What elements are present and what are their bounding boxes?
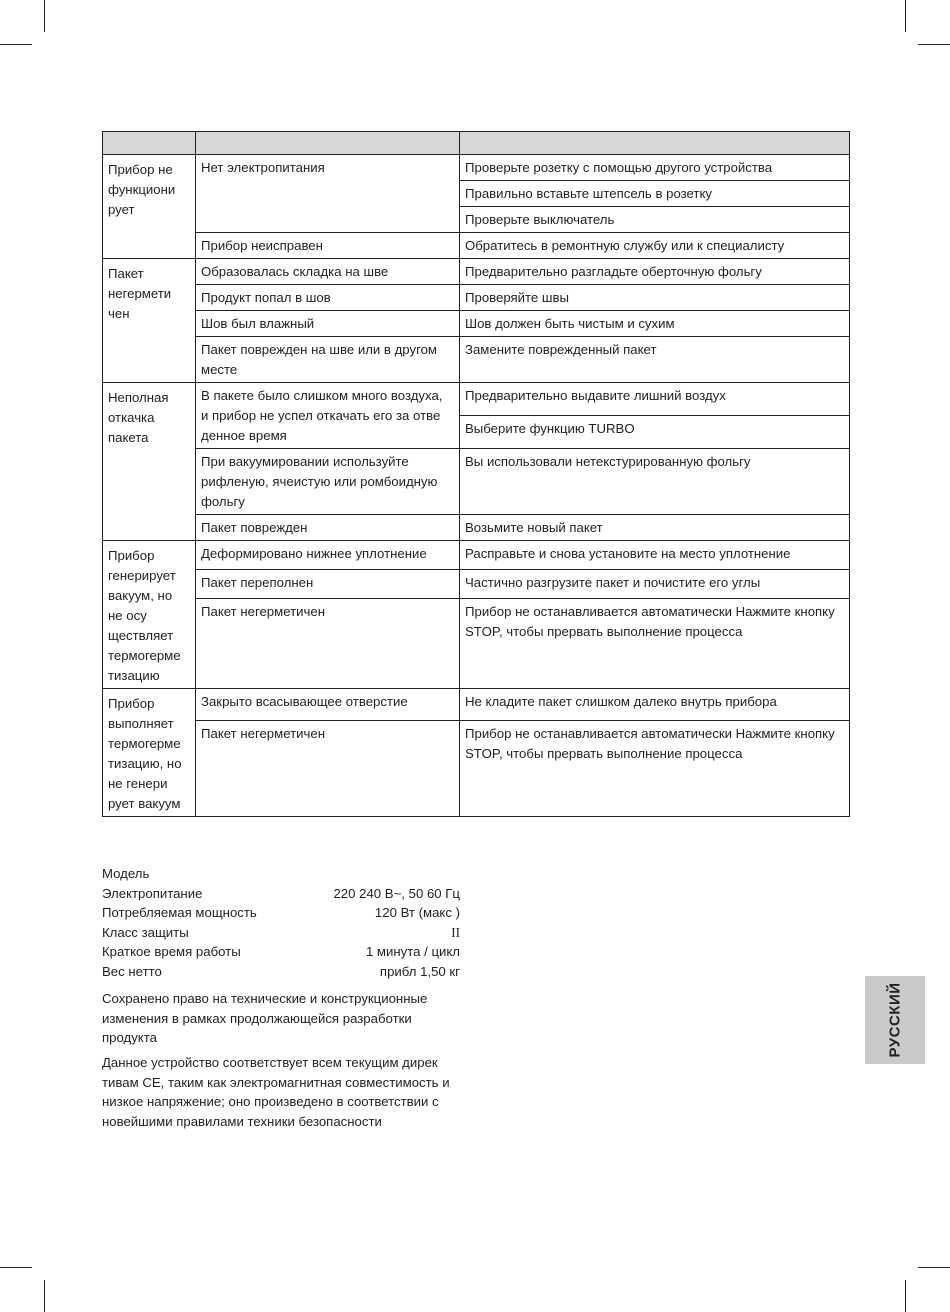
language-label: РУССКИЙ bbox=[886, 982, 904, 1058]
spec-value: 120 Вт (макс ) bbox=[374, 905, 460, 921]
solution-cell: Замените поврежденный пакет bbox=[460, 337, 850, 383]
problem-cell: Неполная откачка пакета bbox=[103, 383, 196, 541]
table-row bbox=[103, 541, 850, 570]
cause-cell: При вакуумировании используйте рифленую, ячеистую или ромбоидную фольгу bbox=[196, 449, 460, 515]
crop-mark bbox=[44, 0, 45, 32]
cause-cell: Образовалась складка на шве bbox=[196, 259, 460, 285]
table-row bbox=[103, 449, 850, 515]
spec-label: Краткое время работы bbox=[102, 944, 241, 960]
solution-cell: Возьмите новый пакет bbox=[460, 515, 850, 541]
spec-value: II bbox=[451, 924, 460, 940]
spec-value: 220 240 В~, 50 60 Гц bbox=[333, 885, 460, 901]
solution-cell: Предварительно разгладьте оберточную фольгу bbox=[460, 259, 850, 285]
troubleshooting-table bbox=[102, 131, 850, 817]
spec-label: Электропитание bbox=[102, 885, 203, 901]
spec-row bbox=[102, 903, 460, 923]
table-row bbox=[103, 155, 850, 181]
table-row bbox=[103, 570, 850, 599]
problem-cell: Прибор генерирует вакуум, но не осу ществляет термогерме тизацию bbox=[103, 541, 196, 689]
rights-note: Сохранено право на технические и конструкционные изменения в рамках продолжающейся разработки продукта bbox=[102, 991, 428, 1046]
solution-cell: Выберите функцию TURBO bbox=[460, 416, 850, 449]
specifications bbox=[102, 864, 460, 982]
solution-cell: Прибор не останавливается автоматически Нажмите кнопку STOP, чтобы прервать выполнение процесса bbox=[460, 599, 850, 689]
cause-cell: Пакет негерметичен bbox=[196, 599, 460, 689]
table-row bbox=[103, 285, 850, 311]
spec-value: 1 минута / цикл bbox=[365, 944, 460, 960]
spec-row bbox=[102, 923, 460, 943]
cause-cell: Пакет переполнен bbox=[196, 570, 460, 599]
solution-cell: Предварительно выдавите лишний воздух bbox=[460, 383, 850, 416]
table-row bbox=[103, 233, 850, 259]
cause-cell: Пакет поврежден на шве или в другом месте bbox=[196, 337, 460, 383]
table-row bbox=[103, 337, 850, 383]
table-row bbox=[103, 383, 850, 416]
crop-mark bbox=[905, 1280, 906, 1312]
solution-cell: Проверяйте швы bbox=[460, 285, 850, 311]
table-row bbox=[103, 311, 850, 337]
crop-mark bbox=[918, 44, 950, 45]
compliance-note: Данное устройство соответствует всем текущим дирек тивам CE, таким как электромагнитная совместимость и низкое напряжение; оно произведено в соответствии с новейшими правилами техники безопасности bbox=[102, 1055, 450, 1129]
crop-mark bbox=[918, 1267, 950, 1268]
crop-mark bbox=[44, 1280, 45, 1312]
cause-cell: Прибор неисправен bbox=[196, 233, 460, 259]
crop-mark bbox=[0, 44, 32, 45]
solution-cell: Обратитесь в ремонтную службу или к специалисту bbox=[460, 233, 850, 259]
solution-cell: Проверьте выключатель bbox=[460, 207, 850, 233]
header-problem bbox=[103, 132, 196, 155]
solution-cell: Правильно вставьте штепсель в розетку bbox=[460, 181, 850, 207]
spec-label: Класс защиты bbox=[102, 924, 189, 940]
table-row bbox=[103, 259, 850, 285]
problem-cell: Прибор не функциони рует bbox=[103, 155, 196, 259]
spec-row bbox=[102, 962, 460, 982]
problem-cell: Прибор выполняет термогерме тизацию, но не генери рует вакуум bbox=[103, 689, 196, 817]
cause-cell: Продукт попал в шов bbox=[196, 285, 460, 311]
spec-row bbox=[102, 942, 460, 962]
crop-mark bbox=[0, 1267, 32, 1268]
cause-cell: Шов был влажный bbox=[196, 311, 460, 337]
cause-cell: Деформировано нижнее уплотнение bbox=[196, 541, 460, 570]
problem-cell: Пакет негермети чен bbox=[103, 259, 196, 383]
table-row bbox=[103, 689, 850, 721]
table-row bbox=[103, 721, 850, 817]
solution-cell: Шов должен быть чистым и сухим bbox=[460, 311, 850, 337]
header-solution bbox=[460, 132, 850, 155]
solution-cell: Не кладите пакет слишком далеко внутрь прибора bbox=[460, 689, 850, 721]
table-header-row bbox=[103, 132, 850, 155]
spec-label: Вес нетто bbox=[102, 963, 162, 979]
solution-cell: Прибор не останавливается автоматически Нажмите кнопку STOP, чтобы прервать выполнение процесса bbox=[460, 721, 850, 817]
solution-cell: Расправьте и снова установите на место уплотнение bbox=[460, 541, 850, 570]
solution-cell: Проверьте розетку с помощью другого устройства bbox=[460, 155, 850, 181]
table-row bbox=[103, 515, 850, 541]
crop-mark bbox=[905, 0, 906, 32]
language-tab bbox=[865, 976, 925, 1064]
cause-cell: Пакет негерметичен bbox=[196, 721, 460, 817]
spec-label: Модель bbox=[102, 866, 150, 881]
cause-cell: Нет электропитания bbox=[196, 155, 460, 233]
header-cause bbox=[196, 132, 460, 155]
solution-cell: Частично разгрузите пакет и почистите его углы bbox=[460, 570, 850, 599]
cause-cell: Пакет поврежден bbox=[196, 515, 460, 541]
spec-label: Потребляемая мощность bbox=[102, 905, 257, 921]
cause-cell: В пакете было слишком много воздуха, и прибор не успел откачать его за отве денное время bbox=[196, 383, 460, 449]
table-row bbox=[103, 599, 850, 689]
spec-row bbox=[102, 864, 460, 884]
spec-value: прибл 1,50 кг bbox=[379, 963, 460, 979]
spec-row bbox=[102, 884, 460, 904]
cause-cell: Закрыто всасывающее отверстие bbox=[196, 689, 460, 721]
solution-cell: Вы использовали нетекстурированную фольгу bbox=[460, 449, 850, 515]
